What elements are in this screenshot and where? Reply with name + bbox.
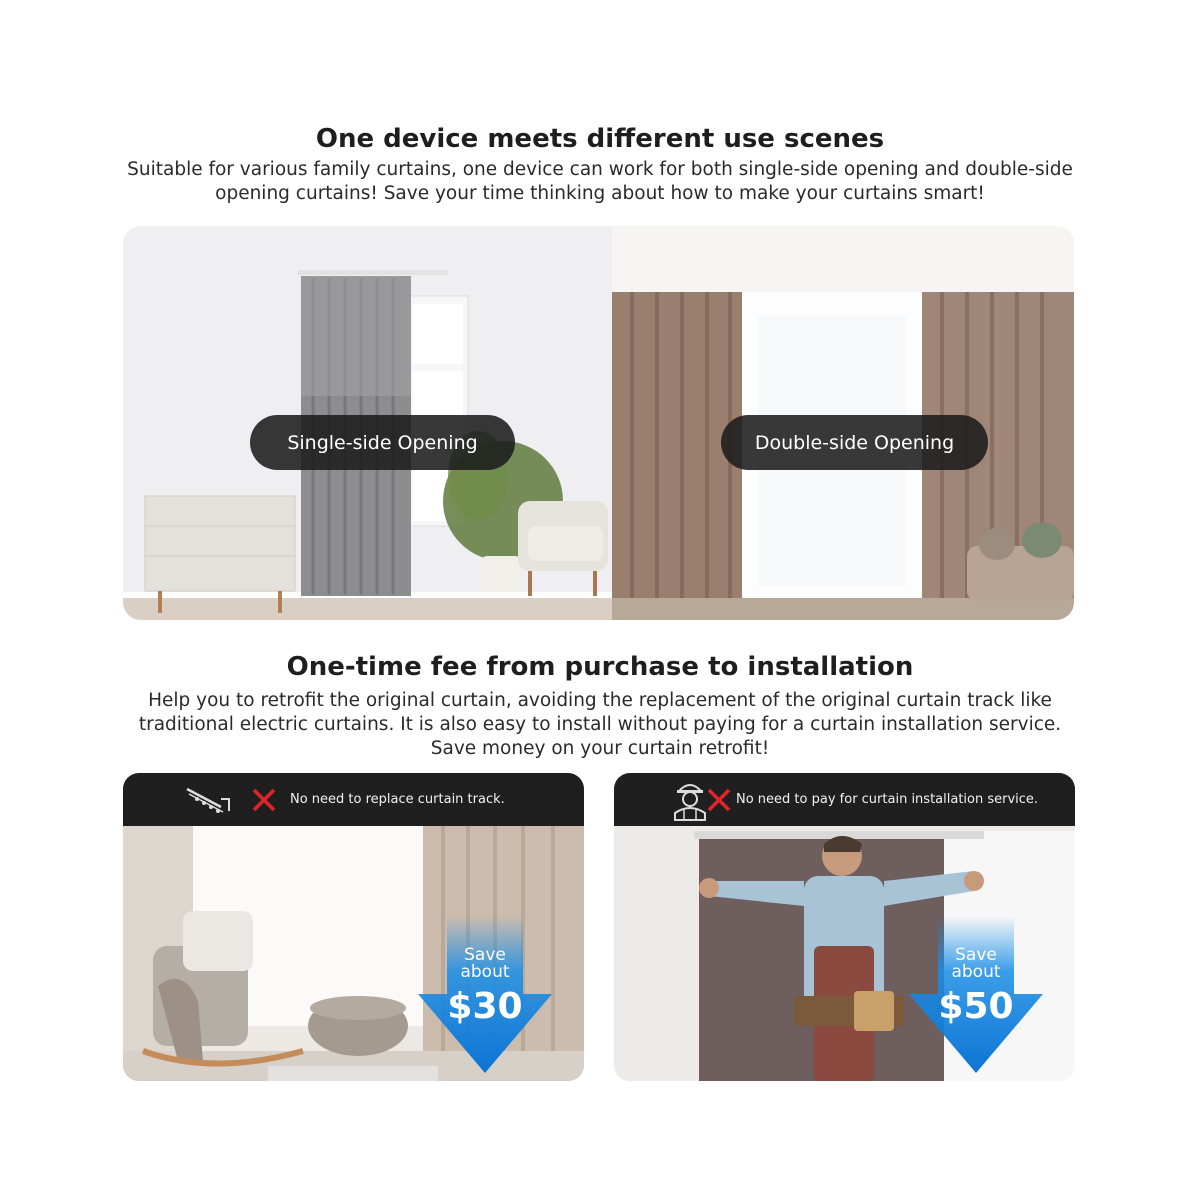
save-50-badge: [906, 916, 1046, 1076]
track-savings-card: [123, 773, 584, 1081]
track-card-caption: No need to replace curtain track.: [290, 792, 505, 807]
save-30-badge: [415, 916, 555, 1076]
red-cross-icon: [706, 787, 732, 817]
save-amount-50: $50: [938, 986, 1014, 1027]
section-title-fee: One-time fee from purchase to installation: [286, 652, 914, 682]
curtain-scenes-panel: [123, 226, 1074, 620]
installation-savings-card: [614, 773, 1075, 1081]
double-side-room-image: [612, 226, 1074, 620]
description-line: traditional electric curtains. It is also easy to install without paying for a curtain installation service.: [138, 714, 1062, 735]
installation-card-caption: No need to pay for curtain installation service.: [736, 792, 1039, 807]
about-label: about: [951, 962, 1001, 982]
section-description-scenes: [100, 158, 1100, 206]
description-line: Suitable for various family curtains, one device can work for both single-side opening and double-side: [127, 159, 1073, 180]
single-side-room-image: [123, 226, 612, 620]
red-cross-icon: [251, 787, 277, 817]
single-side-opening-text: Single-side Opening: [287, 431, 478, 454]
save-amount-30: $30: [447, 986, 523, 1027]
double-side-opening-label: [721, 415, 988, 470]
double-side-opening-text: Double-side Opening: [754, 431, 955, 454]
single-side-opening-label: [250, 415, 515, 470]
about-label: about: [460, 962, 510, 982]
track-card-header: [123, 773, 584, 826]
section-title-scenes: One device meets different use scenes: [315, 124, 885, 154]
curtain-track-icon: [185, 785, 235, 821]
section-description-fee: [100, 689, 1100, 761]
description-line: opening curtains! Save your time thinking about how to make your curtains smart!: [215, 183, 985, 204]
installer-worker-icon: [672, 779, 708, 825]
installation-card-header: [614, 773, 1075, 826]
save-label: Save: [464, 945, 506, 965]
description-line: Save money on your curtain retrofit!: [430, 738, 770, 759]
description-line: Help you to retrofit the original curtain, avoiding the replacement of the original curtain track like: [148, 690, 1052, 711]
save-label: Save: [955, 945, 997, 965]
